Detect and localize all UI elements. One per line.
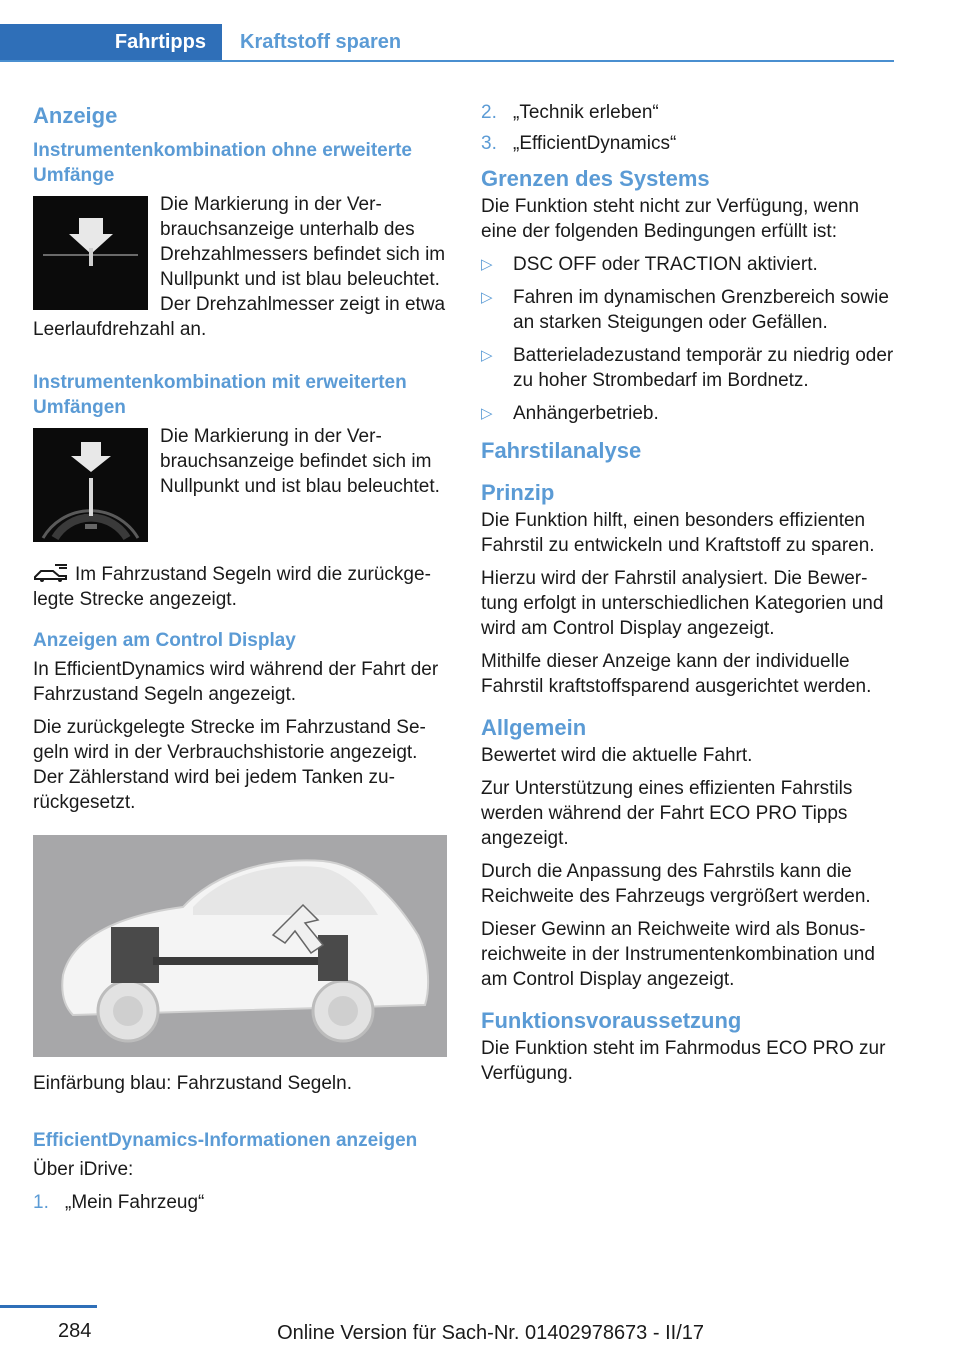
list-item [481, 100, 895, 125]
coasting-icon [33, 563, 69, 583]
step-text: „Technik erleben“ [513, 102, 659, 123]
step-number: 3. [481, 133, 497, 154]
gauge-image-extended [33, 428, 148, 542]
gauge-extended-illustration [33, 428, 148, 542]
heading-allgemein: Allgemein [481, 715, 587, 740]
triangle-bullet-icon: ▷ [481, 405, 493, 422]
gauge-basic-illustration [33, 196, 148, 310]
paragraph-sub3-2: Die zurückgelegte Strecke im Fahrzustand Segeln wird in der Verbrauchshistorie angezeigt. Der Zählerstand wird bei jedem Tanken zurückgesetzt. [33, 717, 426, 813]
paragraph-allgemein-1: Bewertet wird die aktuelle Fahrt. [481, 745, 753, 766]
page-number: 284 [58, 1320, 92, 1342]
triangle-bullet-icon: ▷ [481, 256, 493, 273]
steps-list-right [481, 100, 895, 156]
paragraph-allgemein-2: Zur Unterstützung eines effizienten Fahrstils werden während der Fahrt ECO PRO Tipps angezeigt. [481, 778, 853, 849]
list-item [481, 131, 895, 156]
list-item [481, 252, 895, 277]
list-item [481, 285, 895, 335]
bullet-list-grenzen [481, 252, 895, 426]
step-text: „EfficientDynamics“ [513, 133, 677, 154]
header-rule [0, 60, 894, 62]
bullet-text: Fahren im dynamischen Grenzbereich sowie an starken Steigungen oder Gefällen. [513, 287, 889, 333]
paragraph-prinzip-3: Mithilfe dieser Anzeige kann der individuelle Fahrstil kraftstoffsparend ausgerichtet werden. [481, 651, 872, 697]
coast-text: Im Fahrzustand Segeln wird die zurückgelegte Strecke angezeigt. [33, 564, 431, 610]
right-column [481, 100, 895, 1094]
heading-prinzip: Prinzip [481, 480, 555, 505]
list-item [481, 401, 895, 426]
paragraph-funktionsvoraussetzung: Die Funktion steht im Fahrmodus ECO PRO zur Verfügung. [481, 1038, 886, 1084]
subheading-ohne-erweiterte: Instrumentenkombination ohne erweiterte Umfänge [33, 140, 412, 186]
triangle-bullet-icon: ▷ [481, 347, 493, 364]
paragraph-allgemein-4: Dieser Gewinn an Reichweite wird als Bonusreichweite in der Instrumentenkombination und am Control Display angezeigt. [481, 919, 875, 990]
paragraph-grenzen: Die Funktion steht nicht zur Verfügung, wenn eine der folgenden Bedingungen erfüllt ist: [481, 196, 860, 242]
online-version-note: Online Version für Sach-Nr. 01402978673 - II/17 [277, 1322, 704, 1344]
bullet-text: DSC OFF oder TRACTION aktiviert. [513, 254, 818, 275]
car-illustration [33, 835, 447, 1057]
list-item [481, 343, 895, 393]
heading-funktionsvoraussetzung: Funktionsvoraussetzung [481, 1008, 742, 1033]
paragraph-sub2: Die Markierung in der Verbrauchsanzeige befindet sich im Nullpunkt und ist blau beleuchtet. [160, 426, 440, 497]
heading-fahrstilanalyse: Fahrstilanalyse [481, 438, 642, 463]
left-column [33, 100, 447, 1221]
paragraph-sub3-1: In EfficientDynamics wird während der Fahrt der Fahrzustand Segeln angezeigt. [33, 659, 439, 705]
header-bar [0, 0, 894, 62]
list-item [33, 1190, 447, 1215]
paragraph-prinzip-1: Die Funktion hilft, einen besonders effizienten Fahrstil zu entwickeln und Kraftstoff zu sparen. [481, 510, 875, 556]
gauge-image-basic [33, 196, 148, 310]
paragraph-allgemein-3: Durch die Anpassung des Fahrstils kann die Reichweite des Fahrzeugs vergrößert werden. [481, 861, 871, 907]
tab-kraftstoff-sparen[interactable]: Kraftstoff sparen [240, 30, 402, 53]
steps-list-left [33, 1190, 447, 1215]
car-drivetrain-illustration [33, 835, 447, 1057]
image-caption: Einfärbung blau: Fahrzustand Segeln. [33, 1073, 352, 1094]
heading-grenzen: Grenzen des Systems [481, 166, 710, 191]
paragraph-prinzip-2: Hierzu wird der Fahrstil analysiert. Die Bewertung erfolgt in unterschiedlichen Kategorien und wird am Control Display angezeigt. [481, 568, 884, 639]
paragraph-sub1: Die Markierung in der Verbrauchsanzeige unterhalb des Drehzahlmessers befindet sich im Nullpunkt und ist blau beleuchtet. Der Drehzahlmesser zeigt in etwa Leerlaufdrehzahl an. [33, 194, 446, 340]
heading-anzeige: Anzeige [33, 103, 118, 128]
bullet-text: Anhängerbetrieb. [513, 403, 659, 424]
paragraph-coast [33, 562, 447, 612]
step-number: 1. [33, 1192, 49, 1213]
step-number: 2. [481, 102, 497, 123]
subheading-mit-erweiterten: Instrumentenkombination mit erweiterten Umfängen [33, 372, 407, 418]
subheading-efficientdynamics: EfficientDynamics-Informationen anzeigen [33, 1130, 418, 1151]
paragraph-idrive: Über iDrive: [33, 1159, 134, 1180]
step-text: „Mein Fahrzeug“ [65, 1192, 205, 1213]
triangle-bullet-icon: ▷ [481, 289, 493, 306]
bullet-text: Batterieladezustand temporär zu niedrig oder zu hoher Strombedarf im Bordnetz. [513, 345, 894, 391]
footer-rule [0, 1305, 97, 1308]
tab-fahrtipps[interactable]: Fahrtipps [0, 24, 222, 60]
subheading-control-display: Anzeigen am Control Display [33, 630, 296, 651]
